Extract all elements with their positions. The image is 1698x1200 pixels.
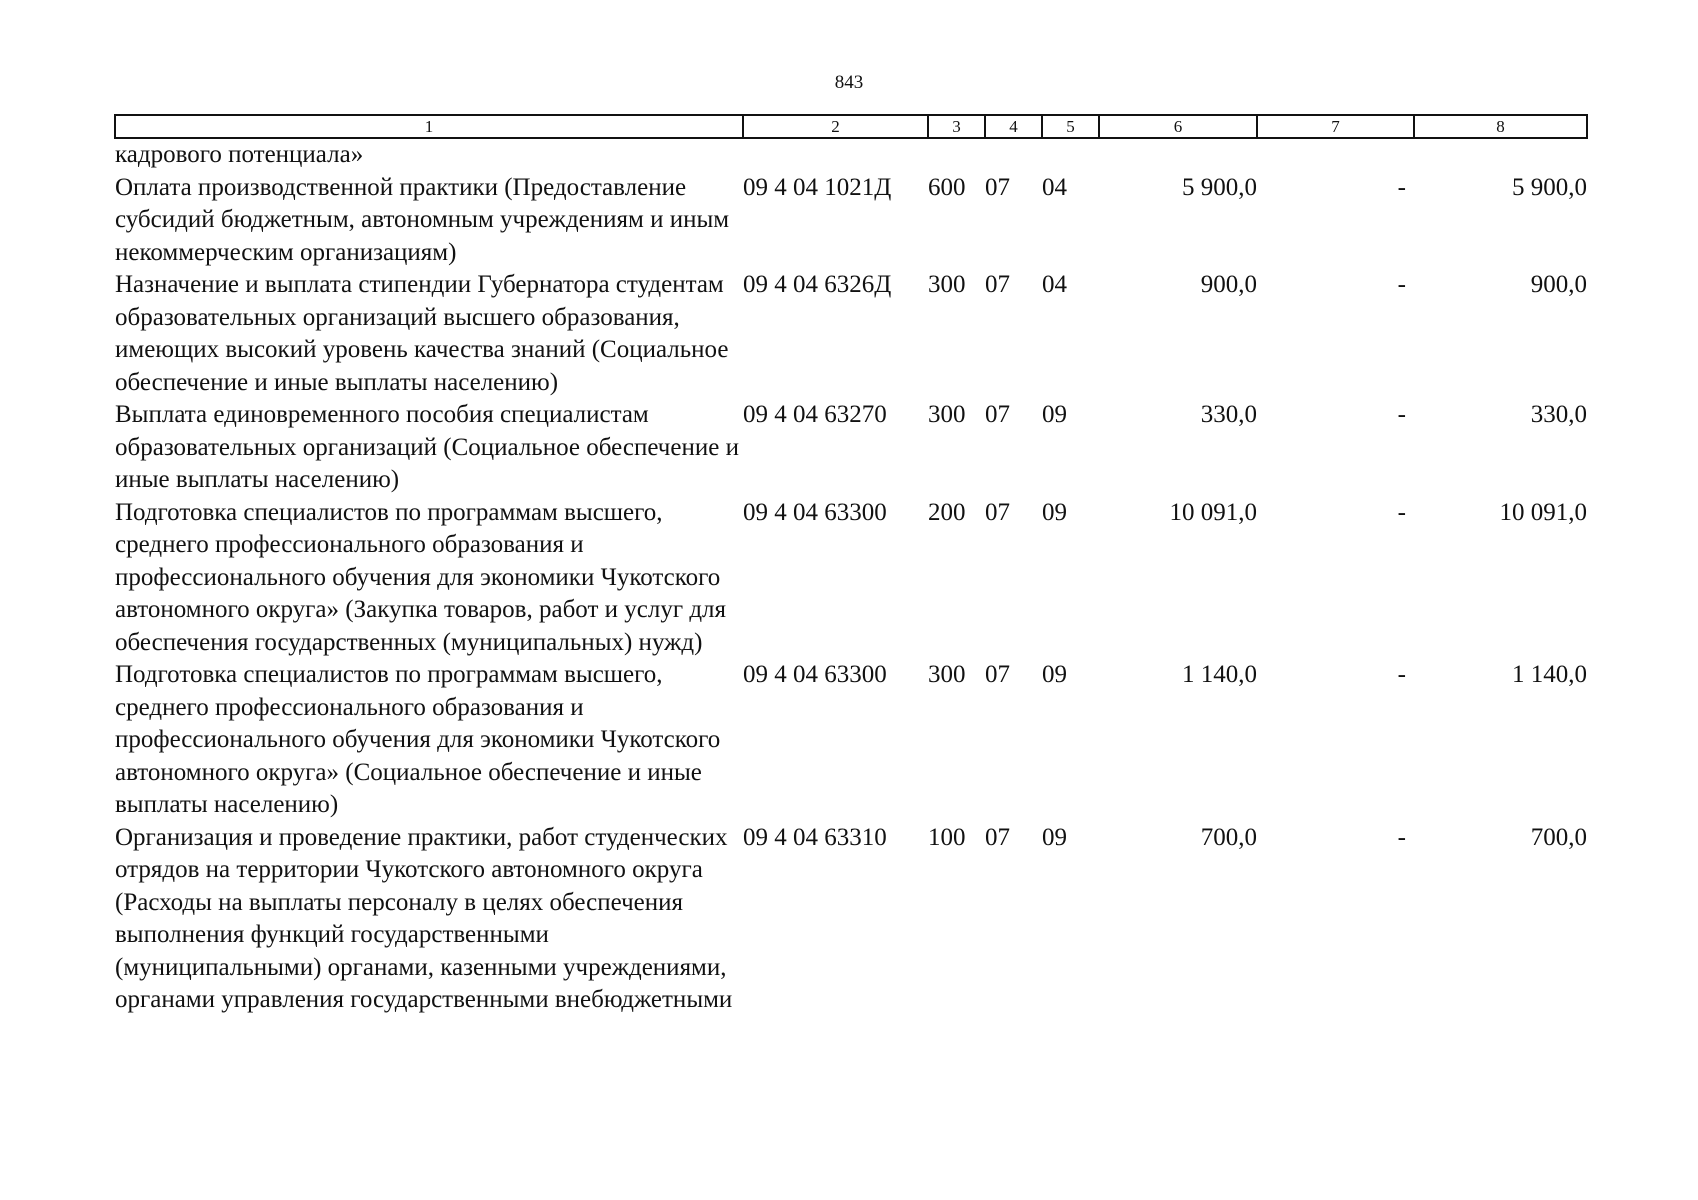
row-section: 07 — [985, 661, 1010, 688]
header-col-6: 6 — [1099, 115, 1257, 138]
table-row — [115, 172, 1587, 270]
table-header — [115, 115, 1587, 138]
page-number: 843 — [834, 72, 864, 93]
row-expense-type — [928, 138, 985, 172]
row-amount — [1099, 138, 1257, 172]
row-change: - — [1397, 661, 1406, 688]
row-name: кадрового потенциала» — [115, 141, 364, 168]
row-total: 330,0 — [1530, 401, 1587, 428]
row-name: Выплата единовременного пособия специалистам образовательных организаций (Социальное обеспечение и иные выплаты населению) — [115, 401, 739, 493]
row-name: Подготовка специалистов по программам высшего, среднего профессионального образования и профессионального обучения для экономики Чукотского автономного округа» (Закупка товаров, работ и услуг для обеспечения государственных (муниципальных) нужд) — [115, 498, 727, 656]
row-expense-type: 100 — [928, 823, 966, 851]
header-col-5: 5 — [1042, 115, 1099, 138]
row-amount: 10 091,0 — [1169, 498, 1257, 526]
table-row — [115, 399, 1587, 497]
row-section: 07 — [985, 823, 1010, 851]
row-subsection: 09 — [1042, 661, 1067, 688]
row-change: - — [1397, 498, 1406, 526]
row-code: 09 4 04 63270 — [743, 401, 887, 428]
row-change: - — [1397, 173, 1406, 201]
row-code: 09 4 04 63310 — [743, 823, 887, 851]
row-subsection — [1042, 138, 1099, 172]
row-total — [1414, 138, 1587, 172]
table-row — [115, 138, 1587, 172]
row-subsection: 09 — [1042, 498, 1067, 526]
row-expense-type: 600 — [928, 173, 966, 201]
header-col-1: 1 — [115, 115, 743, 138]
row-change: - — [1397, 401, 1406, 428]
row-amount: 330,0 — [1200, 401, 1257, 428]
row-subsection: 04 — [1042, 271, 1067, 298]
row-code: 09 4 04 63300 — [743, 498, 887, 526]
row-subsection: 09 — [1042, 401, 1067, 428]
header-col-8: 8 — [1414, 115, 1587, 138]
row-expense-type: 300 — [928, 661, 966, 688]
table-body — [115, 138, 1587, 1017]
row-expense-type: 300 — [928, 271, 966, 298]
header-col-7: 7 — [1257, 115, 1414, 138]
header-row — [115, 115, 1587, 138]
row-section: 07 — [985, 173, 1010, 201]
table-row — [115, 822, 1587, 1017]
row-name: Подготовка специалистов по программам высшего, среднего профессионального образования и профессионального обучения для экономики Чукотского автономного округа» (Социальное обеспечение и иные выплаты населению) — [115, 661, 721, 818]
row-name: Назначение и выплата стипендии Губернатора студентам образовательных организаций высшего образования, имеющих высокий уровень качества знаний (Социальное обеспечение и иные выплаты населению) — [115, 271, 729, 396]
row-amount: 900,0 — [1200, 271, 1257, 298]
header-col-4: 4 — [985, 115, 1042, 138]
row-code: 09 4 04 1021Д — [743, 173, 892, 201]
row-section: 07 — [985, 498, 1010, 526]
table-row — [115, 269, 1587, 399]
row-expense-type: 200 — [928, 498, 966, 526]
row-subsection: 09 — [1042, 823, 1067, 851]
row-code: 09 4 04 6326Д — [743, 271, 892, 298]
table-row — [115, 497, 1587, 660]
row-amount: 1 140,0 — [1182, 661, 1257, 688]
row-amount: 700,0 — [1200, 823, 1257, 851]
row-total: 10 091,0 — [1499, 498, 1587, 526]
row-amount: 5 900,0 — [1182, 173, 1257, 201]
row-section: 07 — [985, 401, 1010, 428]
row-total: 1 140,0 — [1512, 661, 1587, 688]
table-row — [115, 659, 1587, 822]
row-name: Оплата производственной практики (Предоставление субсидий бюджетным, автономным учреждениям и иным некоммерческим организациям) — [115, 173, 730, 266]
row-total: 700,0 — [1530, 823, 1587, 851]
header-col-3: 3 — [928, 115, 985, 138]
row-total: 900,0 — [1530, 271, 1587, 298]
row-name: Организация и проведение практики, работ студенческих отрядов на территории Чукотского автономного округа (Расходы на выплаты персоналу в целях обеспечения выполнения функций государственными (муниципальными) органами, казенными учреждениями, органами управления государственными внебюджетными — [115, 823, 733, 1013]
row-total: 5 900,0 — [1512, 173, 1587, 201]
row-change — [1257, 138, 1414, 172]
budget-table — [114, 114, 1588, 1017]
row-code — [743, 138, 928, 172]
row-section: 07 — [985, 271, 1010, 298]
header-col-2: 2 — [743, 115, 928, 138]
row-change: - — [1397, 271, 1406, 298]
row-subsection: 04 — [1042, 173, 1067, 201]
row-expense-type: 300 — [928, 401, 966, 428]
row-code: 09 4 04 63300 — [743, 661, 887, 688]
row-section — [985, 138, 1042, 172]
row-change: - — [1397, 823, 1406, 851]
